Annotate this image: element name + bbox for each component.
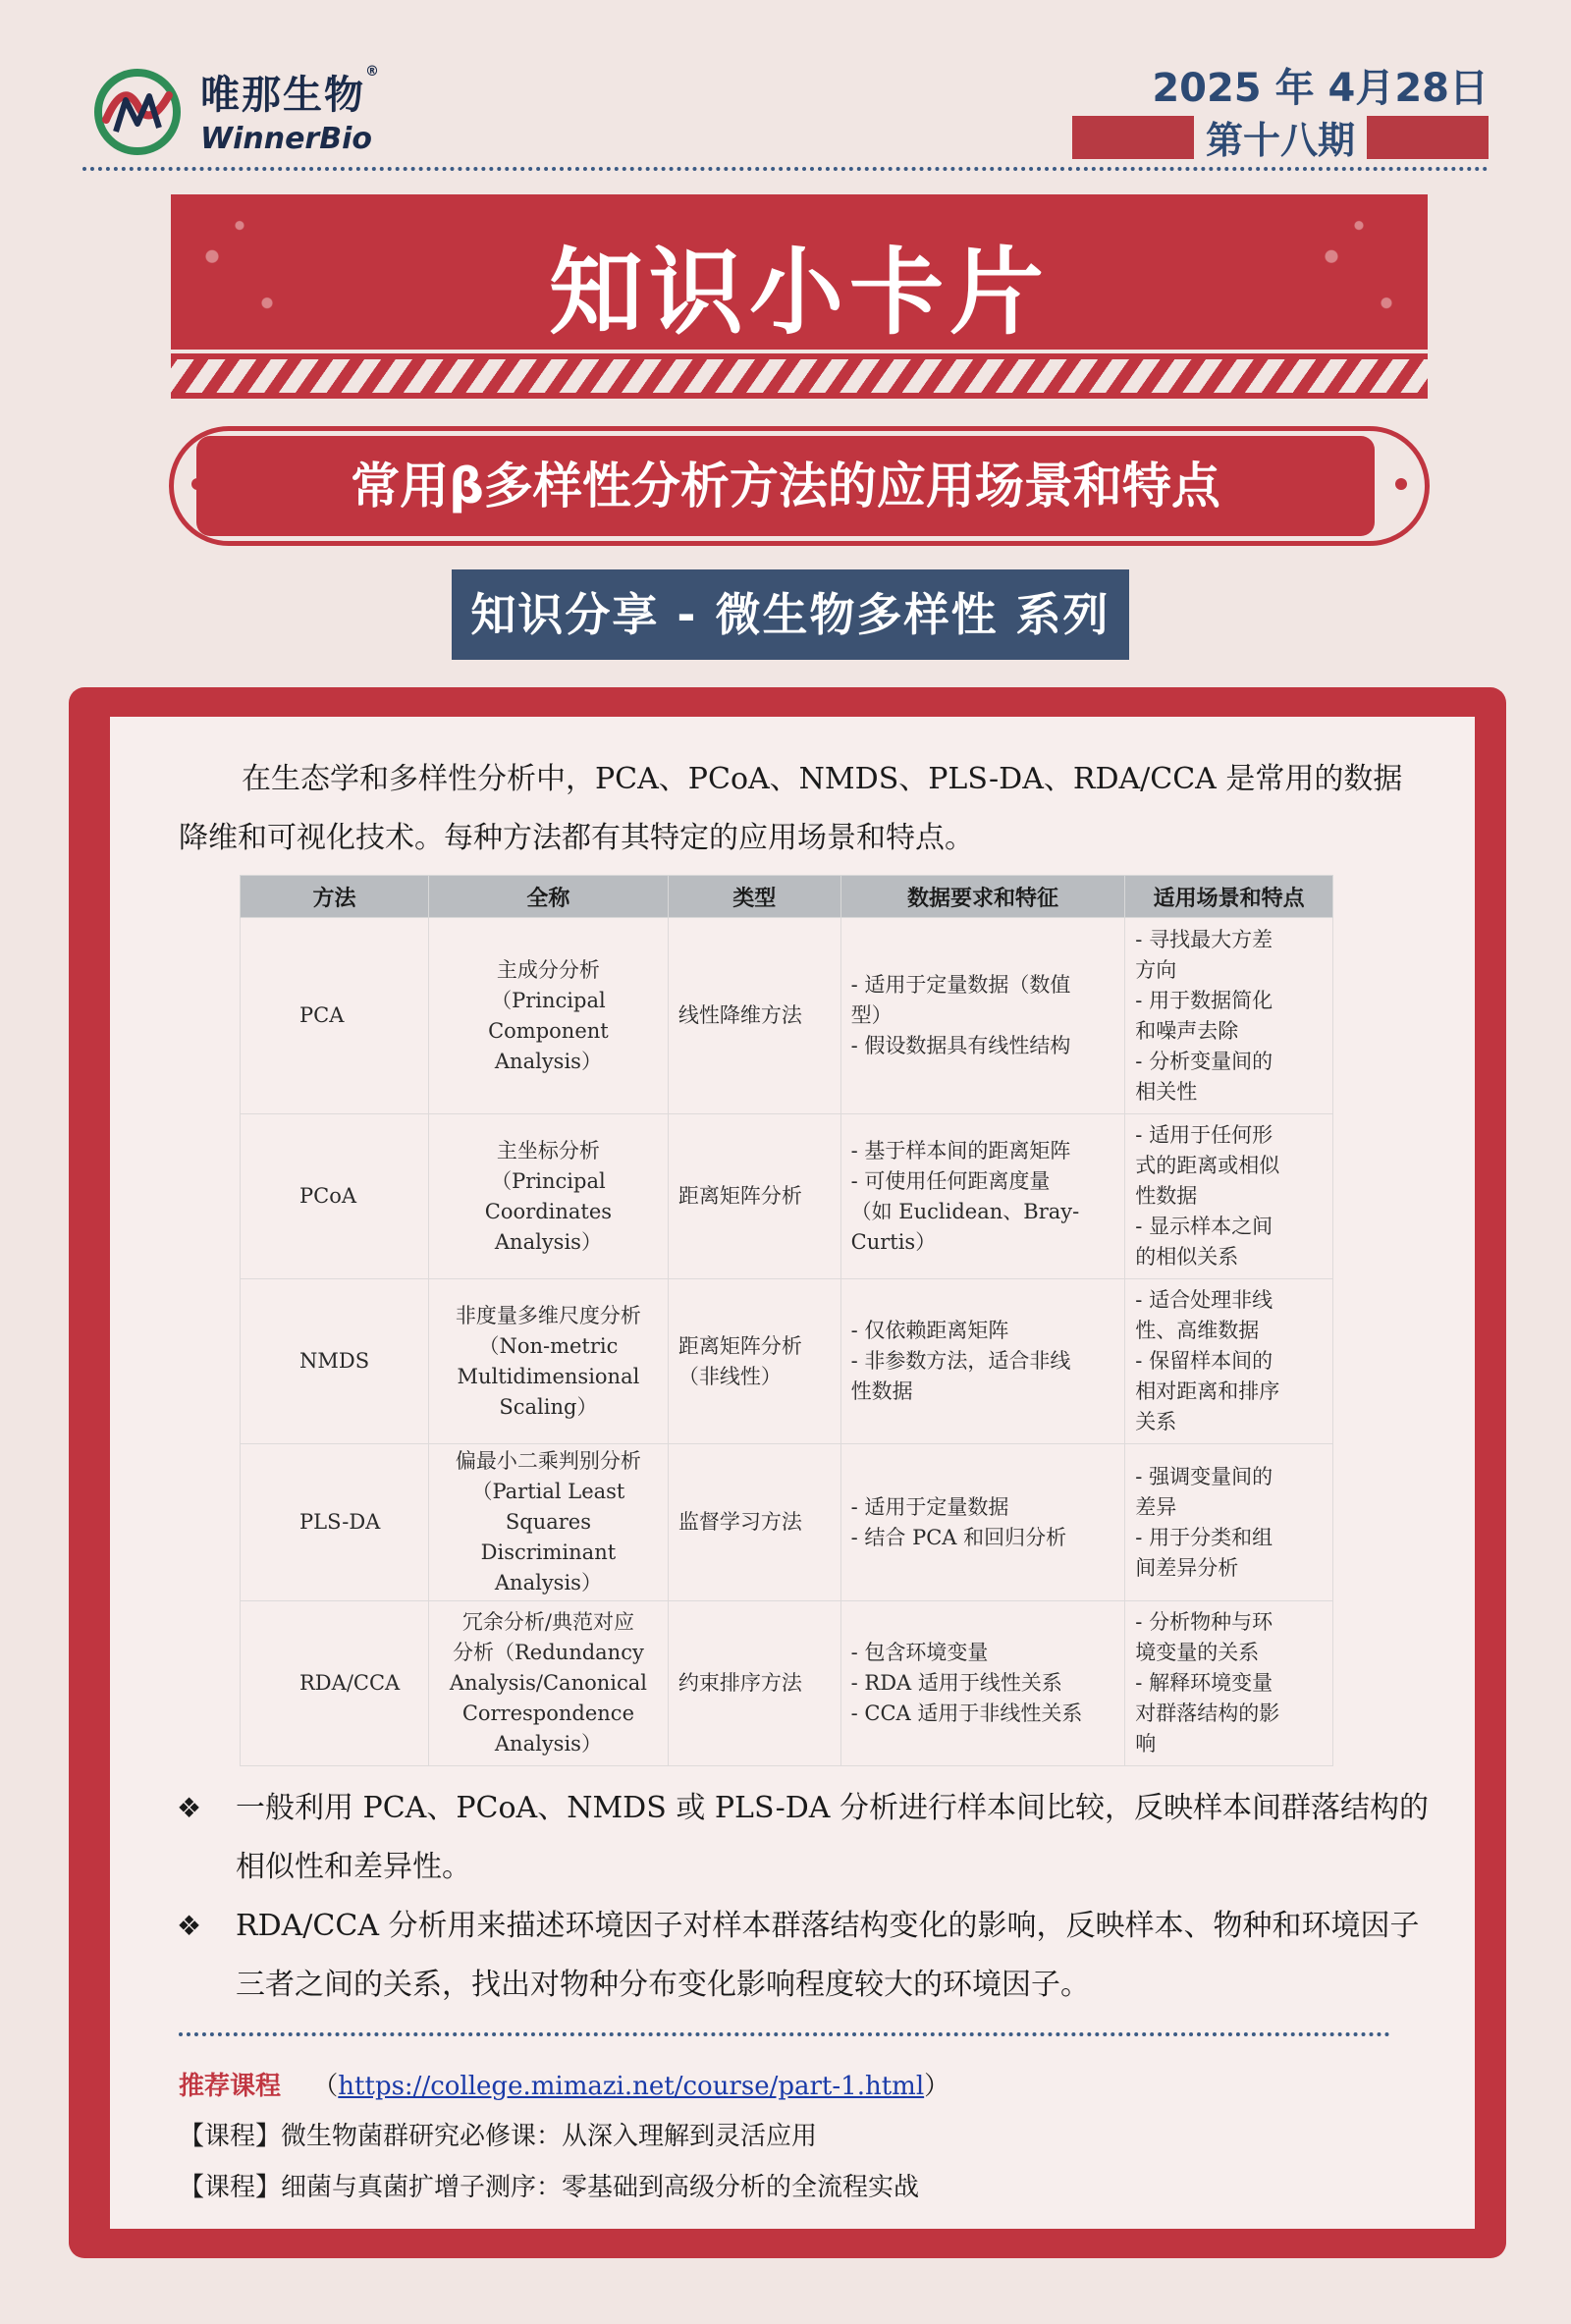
method-cell: PCA xyxy=(241,918,429,1114)
cell-line: 性数据 xyxy=(850,1379,913,1403)
bullet-text: RDA/CCA 分析用来描述环境因子对样本群落结构变化的影响，反映样本、物种和环境因子三者之间的关系，找出对物种分布变化影响程度较大的环境因子。 xyxy=(236,1909,1420,2002)
cell-line: Scaling） xyxy=(499,1394,598,1419)
method-cell: RDA/CCA xyxy=(241,1601,429,1766)
cell-line: - 可使用任何距离度量 xyxy=(850,1168,1051,1193)
full-name-cell xyxy=(428,1444,668,1601)
issue-number: 第十八期 xyxy=(1205,119,1355,162)
cell-line: - 基于样本间的距离矩阵 xyxy=(850,1138,1071,1162)
cell-line: - 用于分类和组 xyxy=(1135,1525,1273,1549)
paren-close: ） xyxy=(924,2072,950,2101)
cell-line: 和噪声去除 xyxy=(1135,1018,1239,1043)
type-cell xyxy=(668,1114,840,1279)
cell-line: - 适用于定量数据 xyxy=(850,1494,1009,1519)
requirements-cell xyxy=(840,1114,1125,1279)
cell-line: - 仅依赖距离矩阵 xyxy=(850,1319,1009,1342)
logo-en: WinnerBio xyxy=(200,122,372,156)
cell-line: 监督学习方法 xyxy=(677,1510,802,1534)
table-row xyxy=(241,1114,1333,1279)
cell-line: - 保留样本间的 xyxy=(1135,1349,1273,1373)
recommend-divider xyxy=(179,2032,1390,2036)
type-cell xyxy=(668,918,840,1114)
cell-line: Component xyxy=(488,1018,609,1043)
cell-line: 偏最小二乘判别分析 xyxy=(455,1449,641,1473)
cell-line: Coordinates xyxy=(484,1199,613,1223)
type-cell xyxy=(668,1279,840,1444)
cell-line: - 显示样本之间 xyxy=(1135,1215,1273,1238)
cell-line: 关系 xyxy=(1135,1410,1177,1433)
cell-line: Analysis） xyxy=(494,1229,602,1254)
scenarios-cell xyxy=(1125,1114,1333,1279)
cell-line: 间差异分析 xyxy=(1135,1555,1239,1580)
cell-line: 冗余分析/典范对应 xyxy=(461,1610,634,1634)
header-scenarios: 适用场景和特点 xyxy=(1125,876,1333,918)
course-item-2[interactable]: 【课程】细菌与真菌扩增子测序：零基础到高级分析的全流程实战 xyxy=(179,2173,920,2202)
cell-line: Multidimensional xyxy=(457,1364,640,1388)
cell-line: Curtis） xyxy=(850,1229,937,1254)
table-header-row xyxy=(241,876,1333,918)
recommend-heading: 推荐课程 xyxy=(179,2072,282,2101)
registered-mark: ® xyxy=(365,64,381,80)
cell-line: - 适用于定量数据（数值 xyxy=(850,973,1071,997)
cell-line: 方向 xyxy=(1135,957,1177,982)
cell-line: 式的距离或相似 xyxy=(1135,1154,1280,1177)
scenarios-cell xyxy=(1125,918,1333,1114)
table-row xyxy=(241,1279,1333,1444)
method-cell: NMDS xyxy=(241,1279,429,1444)
requirements-cell xyxy=(840,918,1125,1114)
cell-line: 线性降维方法 xyxy=(677,1003,802,1027)
cell-line: 约束排序方法 xyxy=(677,1671,802,1695)
scenarios-cell xyxy=(1125,1444,1333,1601)
requirements-cell xyxy=(840,1444,1125,1601)
cell-line: 分析（Redundancy xyxy=(452,1641,644,1664)
intro-paragraph: 在生态学和多样性分析中，PCA、PCoA、NMDS、PLS-DA、RDA/CCA 是常用的数据降维和可视化技术。每种方法都有其特定的应用场景和特点。 xyxy=(179,762,1403,855)
diamond-bullet-icon: ❖ xyxy=(177,1792,202,1824)
cell-line: （Partial Least xyxy=(471,1480,625,1503)
cell-line: 非度量多维尺度分析 xyxy=(455,1303,641,1327)
recommend-section xyxy=(179,2062,949,2213)
cell-line: 距离矩阵分析 xyxy=(677,1184,802,1208)
cell-line: 的相似关系 xyxy=(1135,1245,1239,1269)
method-cell: PLS-DA xyxy=(241,1444,429,1601)
cell-line: - 强调变量间的 xyxy=(1135,1464,1273,1488)
cell-line: - 分析物种与环 xyxy=(1135,1610,1273,1634)
cell-line: Analysis） xyxy=(494,1049,602,1073)
full-name-cell xyxy=(428,1114,668,1279)
title-banner xyxy=(171,194,1428,350)
banner-title: 知识小卡片 xyxy=(549,238,1050,348)
full-name-cell xyxy=(428,1601,668,1766)
header-divider xyxy=(82,167,1489,171)
cell-line: 响 xyxy=(1135,1732,1157,1756)
cell-line: Analysis） xyxy=(494,1571,602,1594)
scenarios-cell xyxy=(1125,1279,1333,1444)
table-row xyxy=(241,918,1333,1114)
cell-line: 距离矩阵分析 xyxy=(677,1333,802,1358)
cell-line: （Principal xyxy=(491,1168,606,1193)
cell-line: - 分析变量间的 xyxy=(1135,1049,1273,1073)
winnerbio-logo-icon xyxy=(88,61,187,159)
banner-stripe xyxy=(171,353,1428,399)
header-type: 类型 xyxy=(668,876,840,918)
cell-line: - 结合 PCA 和回归分析 xyxy=(850,1525,1067,1549)
cell-line: 型） xyxy=(850,1003,893,1027)
cell-line: - 包含环境变量 xyxy=(850,1641,989,1664)
cell-line: （非线性） xyxy=(677,1364,782,1388)
cell-line: （如 Euclidean、Bray- xyxy=(850,1199,1080,1223)
cell-line: （Principal xyxy=(491,988,606,1012)
course-link[interactable]: https://college.mimazi.net/course/part-1.html xyxy=(338,2072,925,2101)
table-row xyxy=(241,1444,1333,1601)
full-name-cell xyxy=(428,1279,668,1444)
cell-line: - 非参数方法，适合非线 xyxy=(850,1349,1071,1373)
cell-line: Correspondence xyxy=(461,1702,635,1725)
bullet-list xyxy=(177,1779,1434,2015)
cell-line: - CCA 适用于非线性关系 xyxy=(850,1702,1083,1725)
requirements-cell xyxy=(840,1601,1125,1766)
table-row xyxy=(241,1601,1333,1766)
logo-cn: 唯那生物 xyxy=(200,73,365,118)
issue-bar-left xyxy=(1072,116,1194,159)
cell-line: 主坐标分析 xyxy=(496,1138,600,1162)
cell-line: Squares Discriminant xyxy=(480,1510,617,1564)
cell-line: 性、高维数据 xyxy=(1135,1319,1260,1342)
methods-table xyxy=(240,875,1333,1766)
cell-line: 相关性 xyxy=(1135,1079,1198,1104)
cell-line: 境变量的关系 xyxy=(1135,1641,1260,1664)
cell-line: （Non-metric xyxy=(478,1333,619,1358)
issue-row xyxy=(1072,110,1489,164)
cell-line: 主成分分析 xyxy=(496,957,600,982)
header-requirements: 数据要求和特征 xyxy=(840,876,1125,918)
method-cell: PCoA xyxy=(241,1114,429,1279)
cell-line: 差异 xyxy=(1135,1494,1177,1519)
cell-line: - 适合处理非线 xyxy=(1135,1288,1273,1312)
type-cell xyxy=(668,1601,840,1766)
full-name-cell xyxy=(428,918,668,1114)
course-item-1[interactable]: 【课程】微生物菌群研究必修课：从深入理解到灵活应用 xyxy=(179,2122,818,2151)
cell-line: Analysis） xyxy=(494,1732,602,1756)
requirements-cell xyxy=(840,1279,1125,1444)
subtitle: 常用β多样性分析方法的应用场景和特点 xyxy=(351,458,1220,514)
cell-line: - 用于数据简化 xyxy=(1135,988,1273,1012)
cell-line: 相对距离和排序 xyxy=(1135,1379,1280,1403)
cell-line: - 适用于任何形 xyxy=(1135,1123,1273,1147)
logo xyxy=(88,61,381,159)
cell-line: Analysis/Canonical xyxy=(449,1671,647,1695)
header-full-name: 全称 xyxy=(428,876,668,918)
scenarios-cell xyxy=(1125,1601,1333,1766)
issue-bar-right xyxy=(1367,116,1489,159)
cell-line: 性数据 xyxy=(1135,1184,1198,1208)
list-item xyxy=(177,1897,1434,2015)
cell-line: - 假设数据具有线性结构 xyxy=(850,1034,1071,1057)
diamond-bullet-icon: ❖ xyxy=(177,1910,202,1942)
series-tag: 知识分享 - 微生物多样性 系列 xyxy=(452,569,1129,660)
paren-open: （ xyxy=(312,2072,339,2101)
list-item xyxy=(177,1779,1434,1897)
issue-date: 2025 年 4月28日 xyxy=(1152,66,1489,111)
cell-line: - 寻找最大方差 xyxy=(1135,927,1273,951)
bullet-text: 一般利用 PCA、PCoA、NMDS 或 PLS-DA 分析进行样本间比较，反映样本间群落结构的相似性和差异性。 xyxy=(236,1791,1429,1884)
cell-line: 对群落结构的影 xyxy=(1135,1702,1280,1725)
cell-line: - 解释环境变量 xyxy=(1135,1671,1273,1695)
header-method: 方法 xyxy=(241,876,429,918)
cell-line: - RDA 适用于线性关系 xyxy=(850,1671,1062,1695)
type-cell xyxy=(668,1444,840,1601)
